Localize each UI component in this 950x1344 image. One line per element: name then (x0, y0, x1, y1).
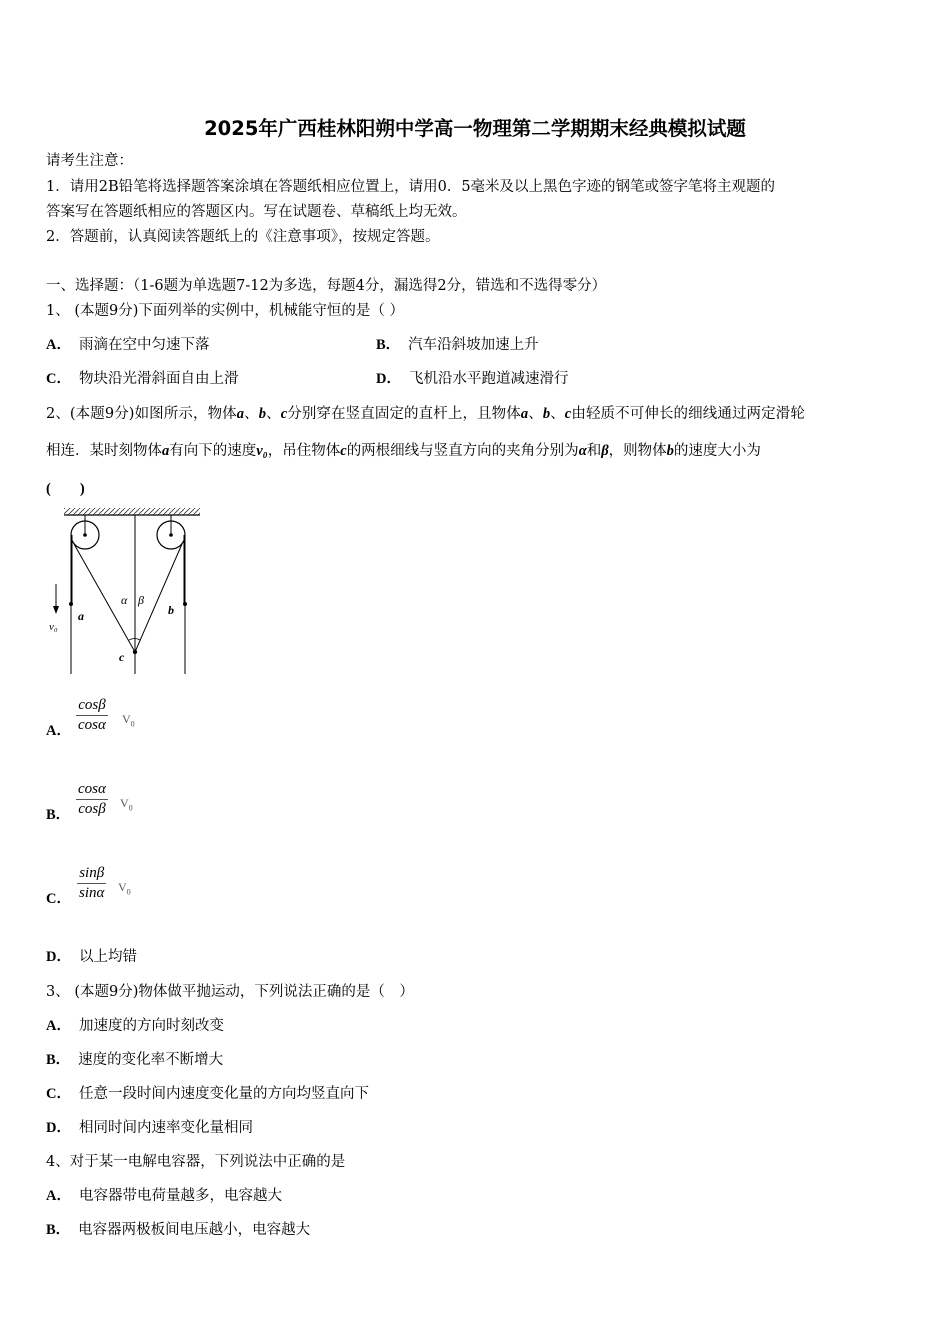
q3-option-d-label: D． (46, 1120, 71, 1136)
sep: 、 (244, 406, 259, 422)
var-c: c (340, 443, 347, 459)
q2-stem-part: 的速度大小为 (673, 443, 761, 459)
q1-option-a-text: 雨滴在空中匀速下落 (78, 337, 210, 353)
q2-option-c-label: C． (46, 891, 71, 907)
q2-option-b-label: B． (46, 807, 71, 823)
var-v0: v₀ (256, 443, 268, 459)
numerator: sinβ (79, 865, 105, 881)
q4-option-a-label: A． (46, 1188, 71, 1204)
q3-option-a (46, 1016, 224, 1036)
sep: 、 (550, 406, 565, 422)
q2-stem-part: 有向下的速度 (169, 443, 257, 459)
q1-option-c-label: C． (46, 371, 71, 387)
q2-stem-line2 (46, 441, 761, 461)
notice-line-2: 2．答题前，认真阅读答题纸上的《注意事项》，按规定答题。 (46, 229, 440, 245)
notice-line-1a: 1．请用2B铅笔将选择题答案涂填在答题纸相应位置上，请用0．5毫米及以上黑色字迹的钢笔或签字笔将主观题的 (46, 179, 776, 195)
q1-option-d (376, 369, 568, 389)
denominator: cosβ (78, 801, 106, 817)
q2-stem-part: ，吊住物体 (267, 443, 341, 459)
q4-option-b (46, 1220, 310, 1240)
label-c: c (119, 650, 125, 664)
q3-option-a-label: A． (46, 1018, 71, 1034)
q1-option-b-text: 汽车沿斜坡加速上升 (408, 337, 539, 353)
q1-option-a-label: A． (46, 337, 71, 353)
var-a: a (162, 443, 170, 459)
q1-stem: 1、 (本题9分)下面列举的实例中，机械能守恒的是（ ） (46, 303, 404, 319)
q1-option-c (46, 369, 238, 389)
notice-line-1b: 答案写在答题纸相应的答题区内。写在试题卷、草稿纸上均无效。 (46, 204, 467, 220)
q1-option-d-label: D． (376, 371, 401, 387)
block-b (183, 602, 187, 606)
ceiling (64, 508, 200, 515)
var-c: c (280, 406, 288, 422)
fraction-bar (76, 799, 108, 800)
q1-option-a (46, 335, 209, 355)
q3-option-c (46, 1084, 369, 1104)
sep: 、 (528, 406, 543, 422)
notice-heading: 请考生注意： (46, 153, 133, 169)
q3-option-b-text: 速度的变化率不断增大 (78, 1052, 224, 1068)
q4-option-b-label: B． (46, 1222, 71, 1238)
label-beta: β (138, 593, 144, 607)
numerator: cosβ (78, 697, 106, 713)
pulley-diagram (44, 504, 204, 676)
q2-option-b-v0 (120, 796, 133, 812)
label-v0: v₀ (49, 621, 58, 633)
var-b: b (666, 443, 674, 459)
subscript: 0 (128, 803, 133, 813)
sep: 、 (266, 406, 281, 422)
q3-option-a-text: 加速度的方向时刻改变 (78, 1018, 224, 1034)
q1-option-d-text: 飞机沿水平跑道减速滑行 (408, 371, 569, 387)
q3-option-d (46, 1118, 253, 1138)
q3-option-b-label: B． (46, 1052, 71, 1068)
v-symbol: V (122, 712, 131, 726)
label-alpha: α (121, 593, 128, 607)
q3-option-c-label: C． (46, 1086, 71, 1102)
q2-option-a-v0 (122, 712, 135, 728)
q3-option-c-text: 任意一段时间内速度变化量的方向均竖直向下 (78, 1086, 369, 1102)
q1-option-b-label: B． (376, 337, 401, 353)
var-b: b (542, 406, 551, 422)
q4-option-a-text: 电容器带电荷量越多，电容越大 (78, 1188, 282, 1204)
var-alpha: α (578, 443, 587, 459)
q2-stem-part: 和 (586, 443, 602, 459)
v-symbol: V (118, 880, 127, 894)
var-a: a (236, 406, 245, 422)
q2-stem-part: 分别穿在竖直固定的直杆上，且物体 (287, 406, 521, 422)
label-b: b (168, 603, 174, 617)
var-b: b (258, 406, 267, 422)
q1-option-c-text: 物块沿光滑斜面自由上滑 (78, 371, 239, 387)
var-beta: β (601, 443, 609, 459)
page-title: 2025年广西桂林阳朔中学高一物理第二学期期末经典模拟试题 (204, 117, 746, 140)
q2-stem-part: 由轻质不可伸长的细线通过两定滑轮 (571, 406, 805, 422)
q4-stem: 4、对于某一电解电容器，下列说法中正确的是 (46, 1154, 346, 1170)
q1-option-b (376, 335, 539, 355)
numerator: cosα (78, 781, 106, 797)
var-c: c (564, 406, 572, 422)
section-heading: 一、选择题：（1-6题为单选题7-12为多选，每题4分，漏选得2分，错选和不选得零分） (46, 278, 607, 294)
q2-stem-part: ，则物体 (608, 443, 667, 459)
fraction-bar (76, 715, 108, 716)
denominator: sinα (79, 885, 105, 901)
q2-blank: ( ) (46, 481, 85, 497)
q2-option-a-label: A． (46, 723, 71, 739)
q2-option-d-label: D． (46, 949, 71, 965)
q4-option-b-text: 电容器两极板间电压越小，电容越大 (78, 1222, 311, 1238)
q2-option-c-v0 (118, 880, 131, 896)
q2-stem-part: 的两根细线与竖直方向的夹角分别为 (346, 443, 579, 459)
block-c (133, 650, 137, 654)
block-a (69, 602, 73, 606)
var-a: a (520, 406, 529, 422)
subscript: 0 (130, 719, 135, 729)
q3-stem: 3、 (本题9分)物体做平抛运动，下列说法正确的是（ ） (46, 984, 414, 1000)
fraction-bar (77, 883, 106, 884)
q2-stem-part: 相连．某时刻物体 (46, 443, 162, 459)
label-a: a (78, 609, 84, 623)
q3-option-b (46, 1050, 223, 1070)
q2-option-c-fraction (77, 865, 106, 902)
subscript: 0 (126, 887, 131, 897)
q3-option-d-text: 相同时间内速率变化量相同 (78, 1120, 253, 1136)
q2-option-d-text: 以上均错 (78, 949, 137, 965)
q2-option-b-fraction (76, 781, 108, 818)
q2-stem-line1 (46, 404, 805, 424)
v-symbol: V (120, 796, 129, 810)
q2-stem-part: 2、(本题9分)如图所示，物体 (46, 406, 237, 422)
q2-option-d (46, 947, 137, 967)
q4-option-a (46, 1186, 282, 1206)
q2-option-a-fraction (76, 697, 108, 734)
denominator: cosα (78, 717, 106, 733)
